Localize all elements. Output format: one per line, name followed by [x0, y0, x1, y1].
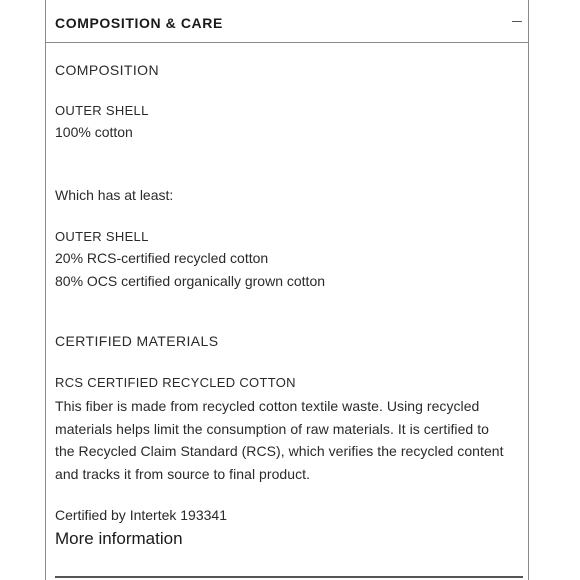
breakdown-label: OUTER SHELL	[55, 229, 149, 244]
which-has-text: Which has at least:	[55, 187, 174, 203]
accordion-title: COMPOSITION & CARE	[55, 15, 223, 31]
certified-by-text: Certified by Intertek 193341	[55, 507, 227, 523]
breakdown-item-recycled: 20% RCS-certified recycled cotton	[55, 250, 269, 266]
bottom-divider	[55, 576, 523, 578]
breakdown-item-organic: 80% OCS certified organically grown cotton	[55, 273, 326, 289]
composition-heading: COMPOSITION	[55, 62, 159, 78]
accordion-header[interactable]	[46, 0, 528, 43]
composition-care-panel	[45, 0, 529, 580]
description-line: the Recycled Claim Standard (RCS), which verifies the recycled content	[55, 443, 504, 459]
rcs-material-label: RCS CERTIFIED RECYCLED COTTON	[55, 375, 296, 390]
minus-icon[interactable]	[512, 21, 522, 22]
outer-shell-label: OUTER SHELL	[55, 103, 149, 118]
more-information-link[interactable]: More information	[55, 529, 183, 548]
description-line: This fiber is made from recycled cotton textile waste. Using recycled	[55, 398, 480, 414]
description-line: materials helps limit the consumption of raw materials. It is certified to	[55, 420, 489, 437]
certified-materials-heading: CERTIFIED MATERIALS	[55, 333, 219, 349]
description-line: and tracks it from source to final product.	[55, 465, 311, 482]
outer-shell-value: 100% cotton	[55, 124, 133, 140]
rcs-description	[55, 395, 525, 485]
